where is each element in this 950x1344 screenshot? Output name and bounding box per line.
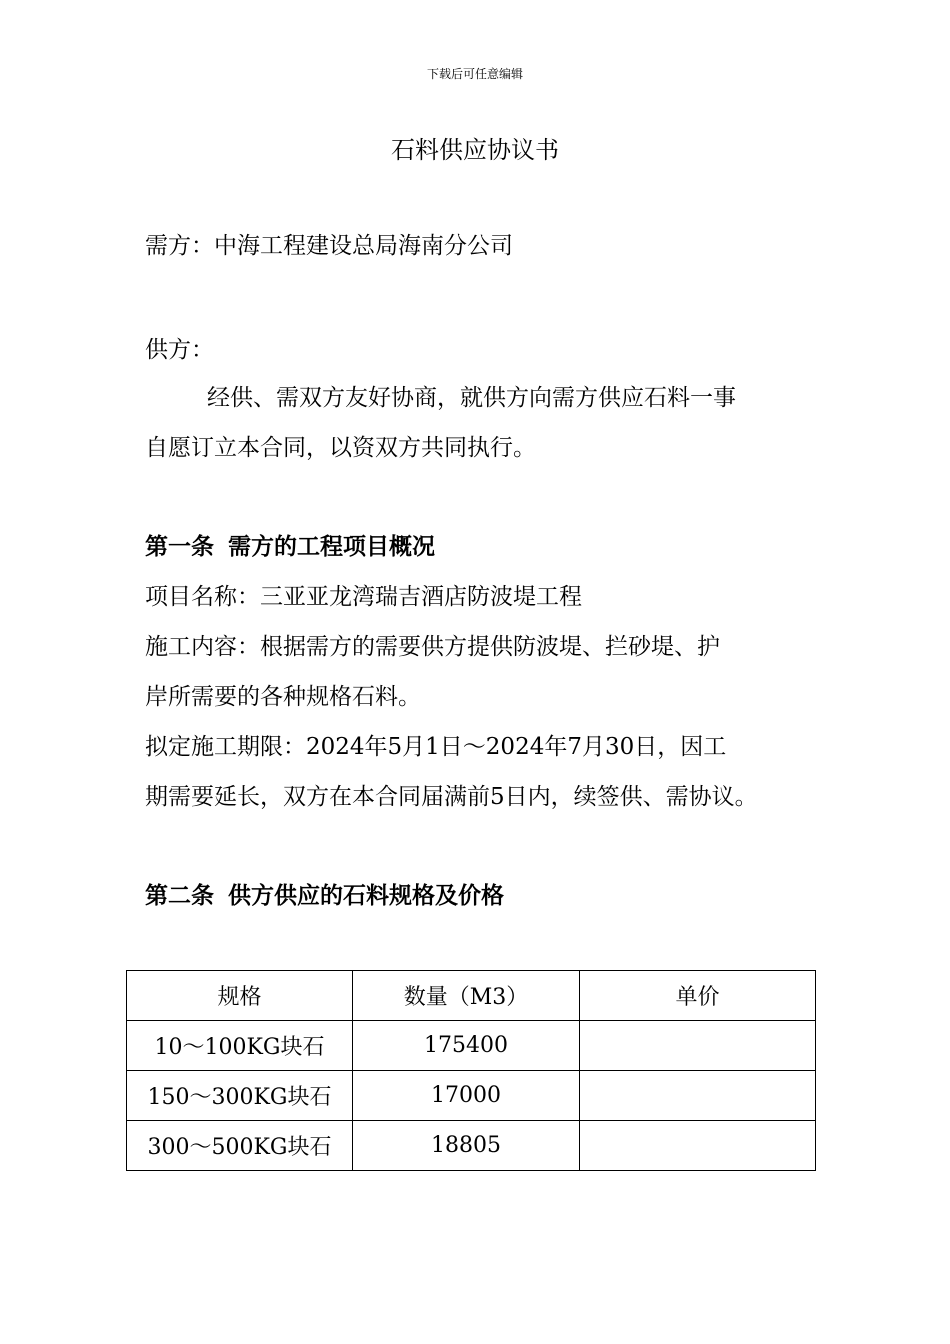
supplier-line: 供方： [145,337,214,363]
cell-quantity: 175400 [353,1021,580,1071]
article-2-heading [145,880,504,912]
table-row [127,1121,816,1171]
table-row [127,1071,816,1121]
cell-spec: 150～300KG块石 [127,1071,353,1121]
document-title: 石料供应协议书 [391,136,559,164]
cell-unit-price [580,1121,816,1171]
table-row [127,1021,816,1071]
article-1-title: 需方的工程项目概况 [228,533,435,560]
cell-unit-price [580,1071,816,1121]
stone-spec-table [126,970,816,1171]
table-header-row [127,971,816,1021]
header-unit-price: 单价 [580,971,816,1021]
cell-quantity: 18805 [353,1121,580,1171]
article-1-label: 第一条 [145,533,214,560]
buyer-line: 需方：中海工程建设总局海南分公司 [145,233,513,259]
project-name-line: 项目名称：三亚亚龙湾瑞吉酒店防波堤工程 [145,584,582,610]
article-2-title: 供方供应的石料规格及价格 [228,882,504,909]
article-1-heading [145,531,435,563]
period-line-2: 期需要延长，双方在本合同届满前5日内，续签供、需协议。 [145,784,758,810]
header-spec: 规格 [127,971,353,1021]
article-2-label: 第二条 [145,882,214,909]
intro-line-1: 经供、需双方友好协商，就供方向需方供应石料一事 [207,385,736,411]
content-line-1: 施工内容：根据需方的需要供方提供防波堤、拦砂堤、护 [145,634,720,660]
content-line-2: 岸所需要的各种规格石料。 [145,684,421,710]
period-line-1: 拟定施工期限：2024年5月1日～2024年7月30日，因工 [145,734,727,760]
cell-quantity: 17000 [353,1071,580,1121]
header-quantity: 数量（M3） [353,971,580,1021]
cell-spec: 300～500KG块石 [127,1121,353,1171]
cell-unit-price [580,1021,816,1071]
intro-line-2: 自愿订立本合同，以资双方共同执行。 [145,435,536,461]
header-note: 下载后可任意编辑 [426,67,523,81]
cell-spec: 10～100KG块石 [127,1021,353,1071]
